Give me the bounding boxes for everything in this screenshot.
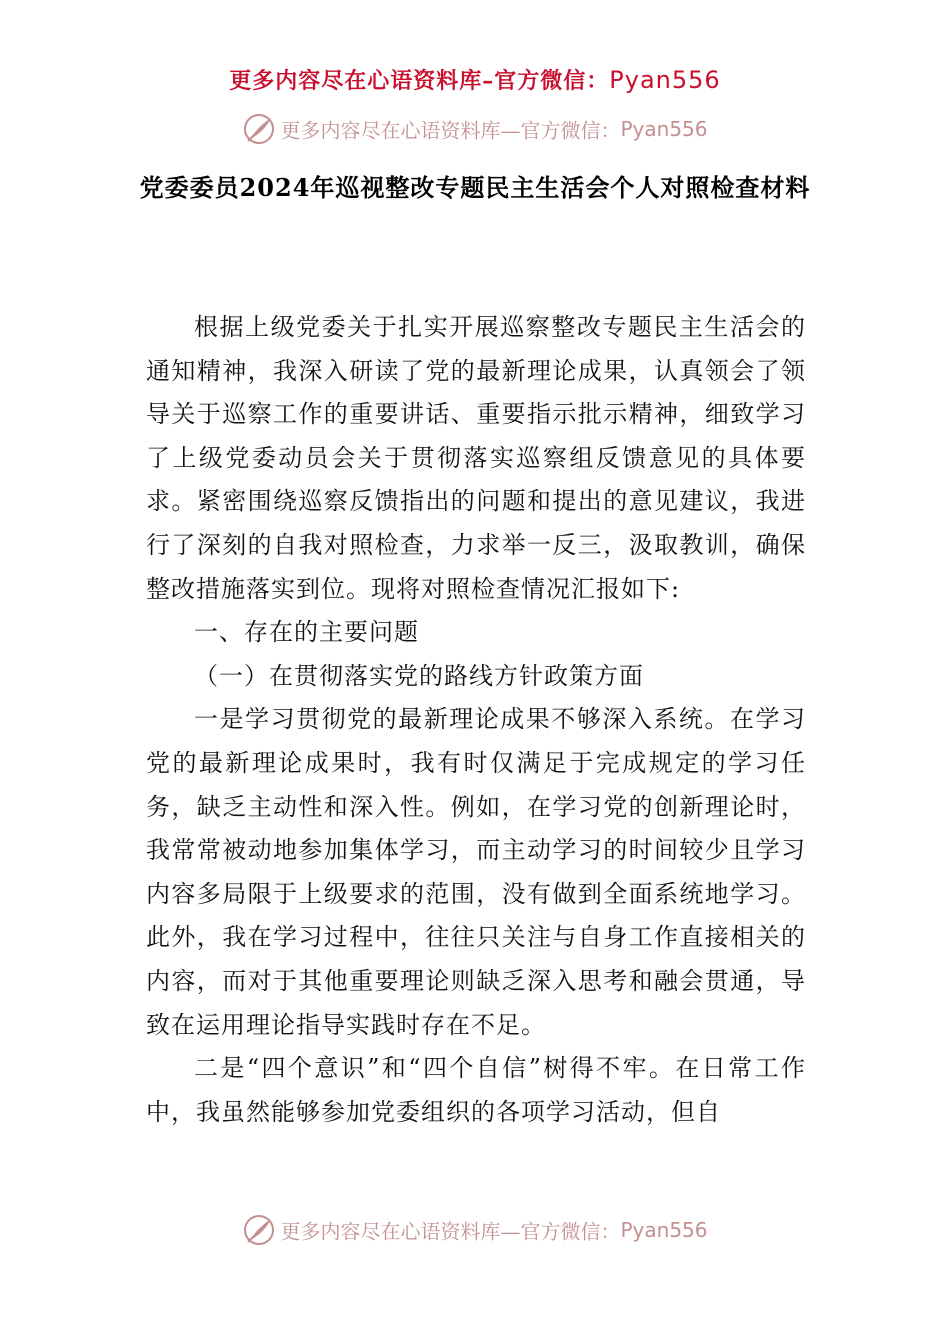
feather-pen-icon [242, 112, 276, 146]
top-promo-banner [0, 64, 950, 95]
subsection-heading: （一）在贯彻落实党的路线方针政策方面 [194, 661, 644, 690]
body-paragraph: 一是学习贯彻党的最新理论成果不够深入系统。在学习党的最新理论成果时，我有时仅满足于完成规定的学习任务，缺乏主动性和深入性。例如，在学习党的创新理论时，我常常被动地参加集体学习，而主动学习的时间较少且学习内容多局限于上级要求的范围，没有做到全面系统地学习。此外，我在学习过程中，往往只关注与自身工作直接相关的内容，而对于其他重要理论则缺乏深入思考和融会贯通，导致在运用理论指导实践时存在不足。 [146, 705, 806, 1039]
watermark-top [0, 112, 950, 146]
banner-text: 更多内容尽在心语资料库–官方微信： [229, 68, 610, 94]
watermark-wechat-id: Pyan556 [620, 1218, 708, 1242]
watermark-text: 更多内容尽在心语资料库—官方微信： [280, 1219, 621, 1244]
body-paragraph: 二是“四个意识”和“四个自信”树得不牢。在日常工作中，我虽然能够参加党委组织的各项学习活动，但自 [146, 1054, 806, 1126]
watermark-wechat-id: Pyan556 [620, 117, 708, 141]
watermark-text: 更多内容尽在心语资料库—官方微信： [280, 118, 621, 143]
document-body [146, 306, 806, 1134]
feather-pen-icon [242, 1213, 276, 1247]
section-heading: 一、存在的主要问题 [194, 618, 419, 647]
intro-paragraph: 根据上级党委关于扎实开展巡察整改专题民主生活会的通知精神，我深入研读了党的最新理论成果，认真领会了领导关于巡察工作的重要讲话、重要指示批示精神，细致学习了上级党委动员会关于贯彻落实巡察组反馈意见的具体要求。紧密围绕巡察反馈指出的问题和提出的意见建议，我进行了深刻的自我对照检查，力求举一反三，汲取教训，确保整改措施落实到位。现将对照检查情况汇报如下: [146, 313, 806, 603]
banner-wechat-id: Pyan556 [609, 66, 721, 94]
document-title: 党委委员2024年巡视整改专题民主生活会个人对照检查材料 [139, 173, 811, 202]
watermark-bottom [0, 1213, 950, 1247]
